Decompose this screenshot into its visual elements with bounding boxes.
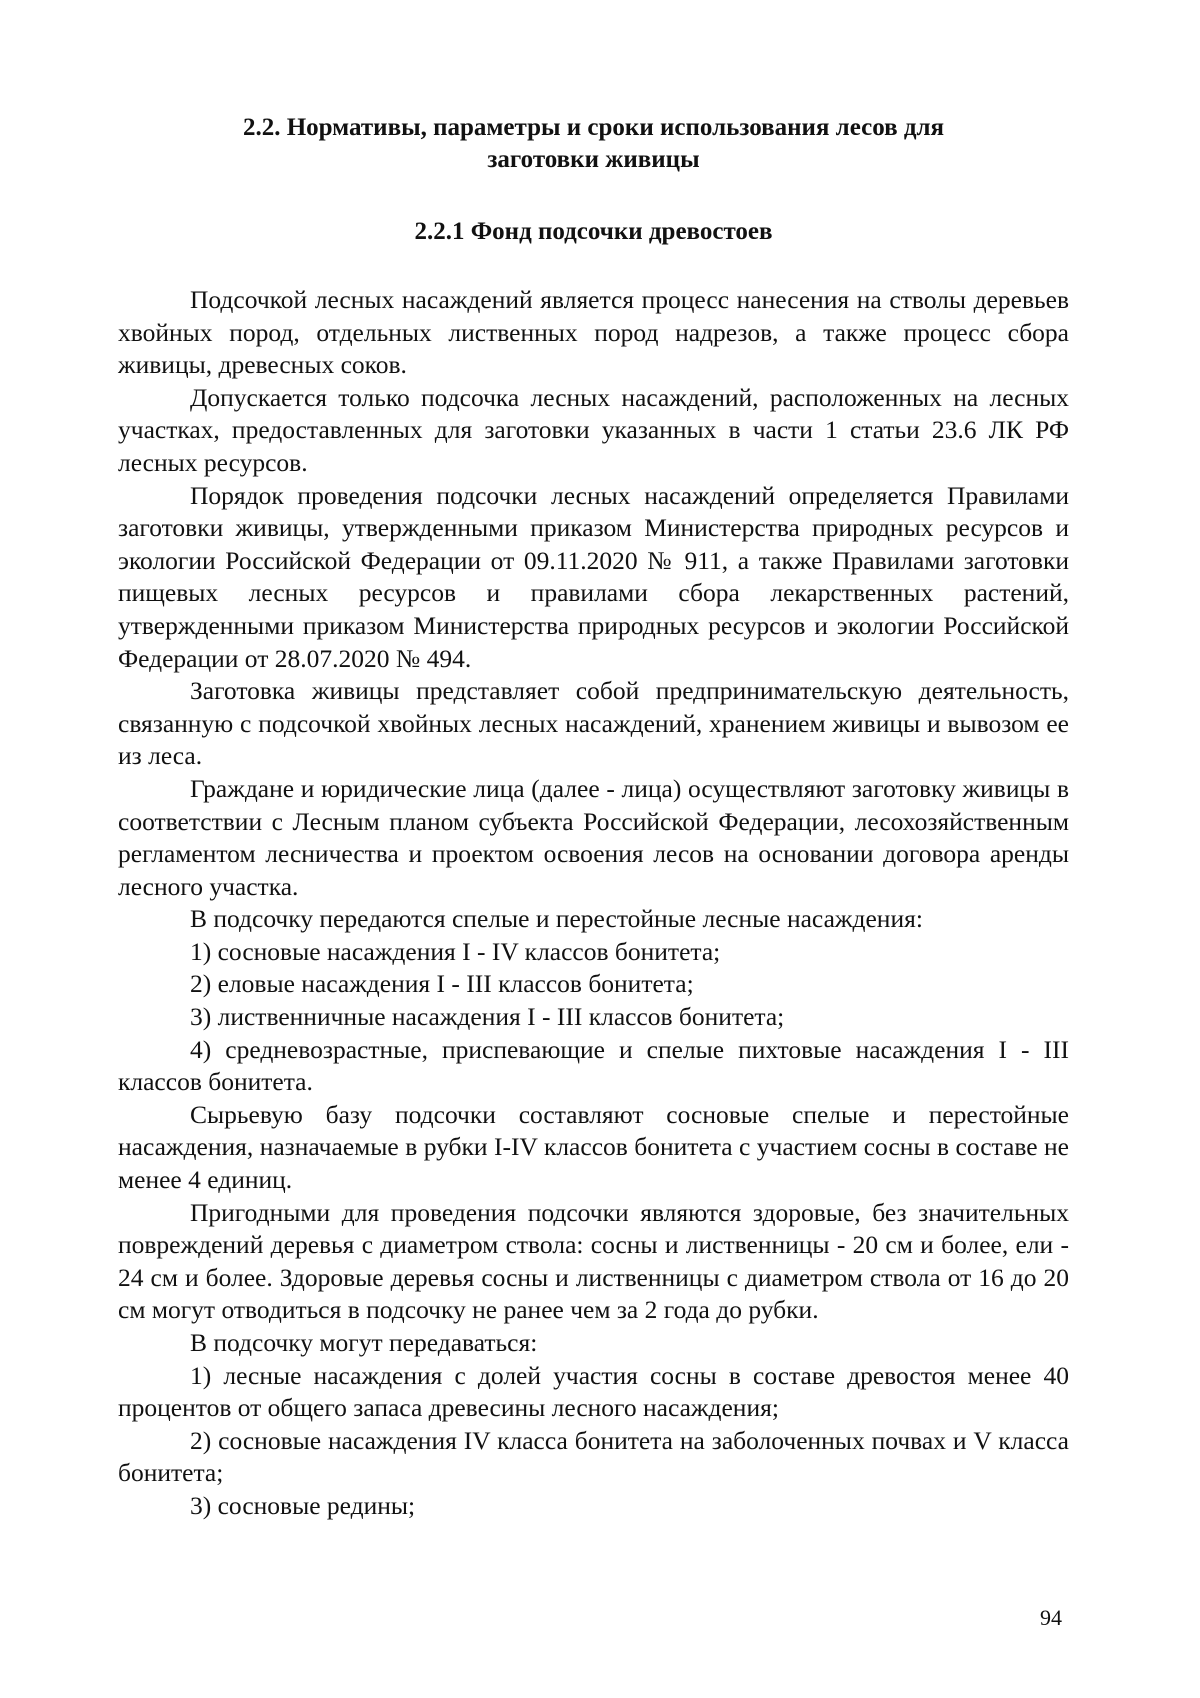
list-item: 3) лиственничные насаждения I - III классов бонитета;: [190, 1002, 785, 1032]
paragraph-permission: Допускается только подсочка лесных насаждений, расположенных на лесных участках, предоставленных для заготовки указанных в части 1 статьи 23.6 ЛК РФ лесных ресурсов.: [118, 382, 1069, 477]
document-page: [118, 112, 1069, 1523]
section-title-line2: заготовки живицы: [487, 146, 700, 173]
list-item: 2) сосновые насаждения IV класса бонитета на заболоченных почвах и V класса бонитета;: [118, 1425, 1069, 1488]
paragraph-entities: Граждане и юридические лица (далее - лица) осуществляют заготовку живицы в соответствии с Лесным планом субъекта Российской Федерации, лесохозяйственным регламентом лесничества и проектом освоения лесов на основании договора аренды лесного участка.: [118, 773, 1069, 901]
list-item: 1) лесные насаждения с долей участия сосны в составе древостоя менее 40 процентов от общего запаса древесины лесного насаждения;: [118, 1360, 1069, 1423]
paragraph-definition: Подсочкой лесных насаждений является процесс нанесения на стволы деревьев хвойных пород, отдельных лиственных пород надрезов, а также процесс сбора живицы, древесных соков.: [118, 285, 1069, 380]
list-item: 1) сосновые насаждения I - IV классов бонитета;: [190, 936, 721, 966]
list-item: 2) еловые насаждения I - III классов бонитета;: [190, 969, 694, 999]
body-text: [118, 284, 1069, 1523]
paragraph-raw-base: Сырьевую базу подсочки составляют сосновые спелые и перестойные насаждения, назначаемые в рубки I-IV классов бонитета с участием сосны в составе не менее 4 единиц.: [118, 1099, 1069, 1195]
list-item: 3) сосновые редины;: [190, 1490, 416, 1520]
subsection-title: 2.2.1 Фонд подсочки древостоев: [414, 218, 773, 245]
paragraph-may-transfer: В подсочку могут передаваться:: [190, 1328, 538, 1357]
page-number: 94: [1040, 1605, 1062, 1630]
section-title: [118, 112, 1069, 176]
paragraph-activity: Заготовка живицы представляет собой предпринимательскую деятельность, связанную с подсочкой хвойных лесных насаждений, хранением живицы и вывозом ее из леса.: [118, 676, 1069, 771]
paragraph-suitable-trees: Пригодными для проведения подсочки являются здоровые, без значительных повреждений деревья с диаметром ствола: сосны и лиственницы - 20 см и более, ели - 24 см и более. Здоровые деревья сосны и лиственницы с диаметром ствола от 16 до 20 см могут отводиться в подсочку не ранее чем за 2 года до рубки.: [118, 1197, 1069, 1325]
list-item: 4) средневозрастные, приспевающие и спелые пихтовые насаждения I - III классов бонитета.: [118, 1034, 1069, 1097]
section-title-line1: 2.2. Нормативы, параметры и сроки использования лесов для: [242, 114, 945, 141]
paragraph-procedure: Порядок проведения подсочки лесных насаждений определяется Правилами заготовки живицы, утвержденными приказом Министерства природных ресурсов и экологии Российской Федерации от 09.11.2020 № 911, а также Правилами заготовки пищевых лесных ресурсов и правилами сбора лекарственных растений, утвержденными приказом Министерства природных ресурсов и экологии Российской Федерации от 28.07.2020 № 494.: [118, 480, 1069, 673]
paragraph-list-intro: В подсочку передаются спелые и перестойные лесные насаждения:: [190, 904, 923, 934]
